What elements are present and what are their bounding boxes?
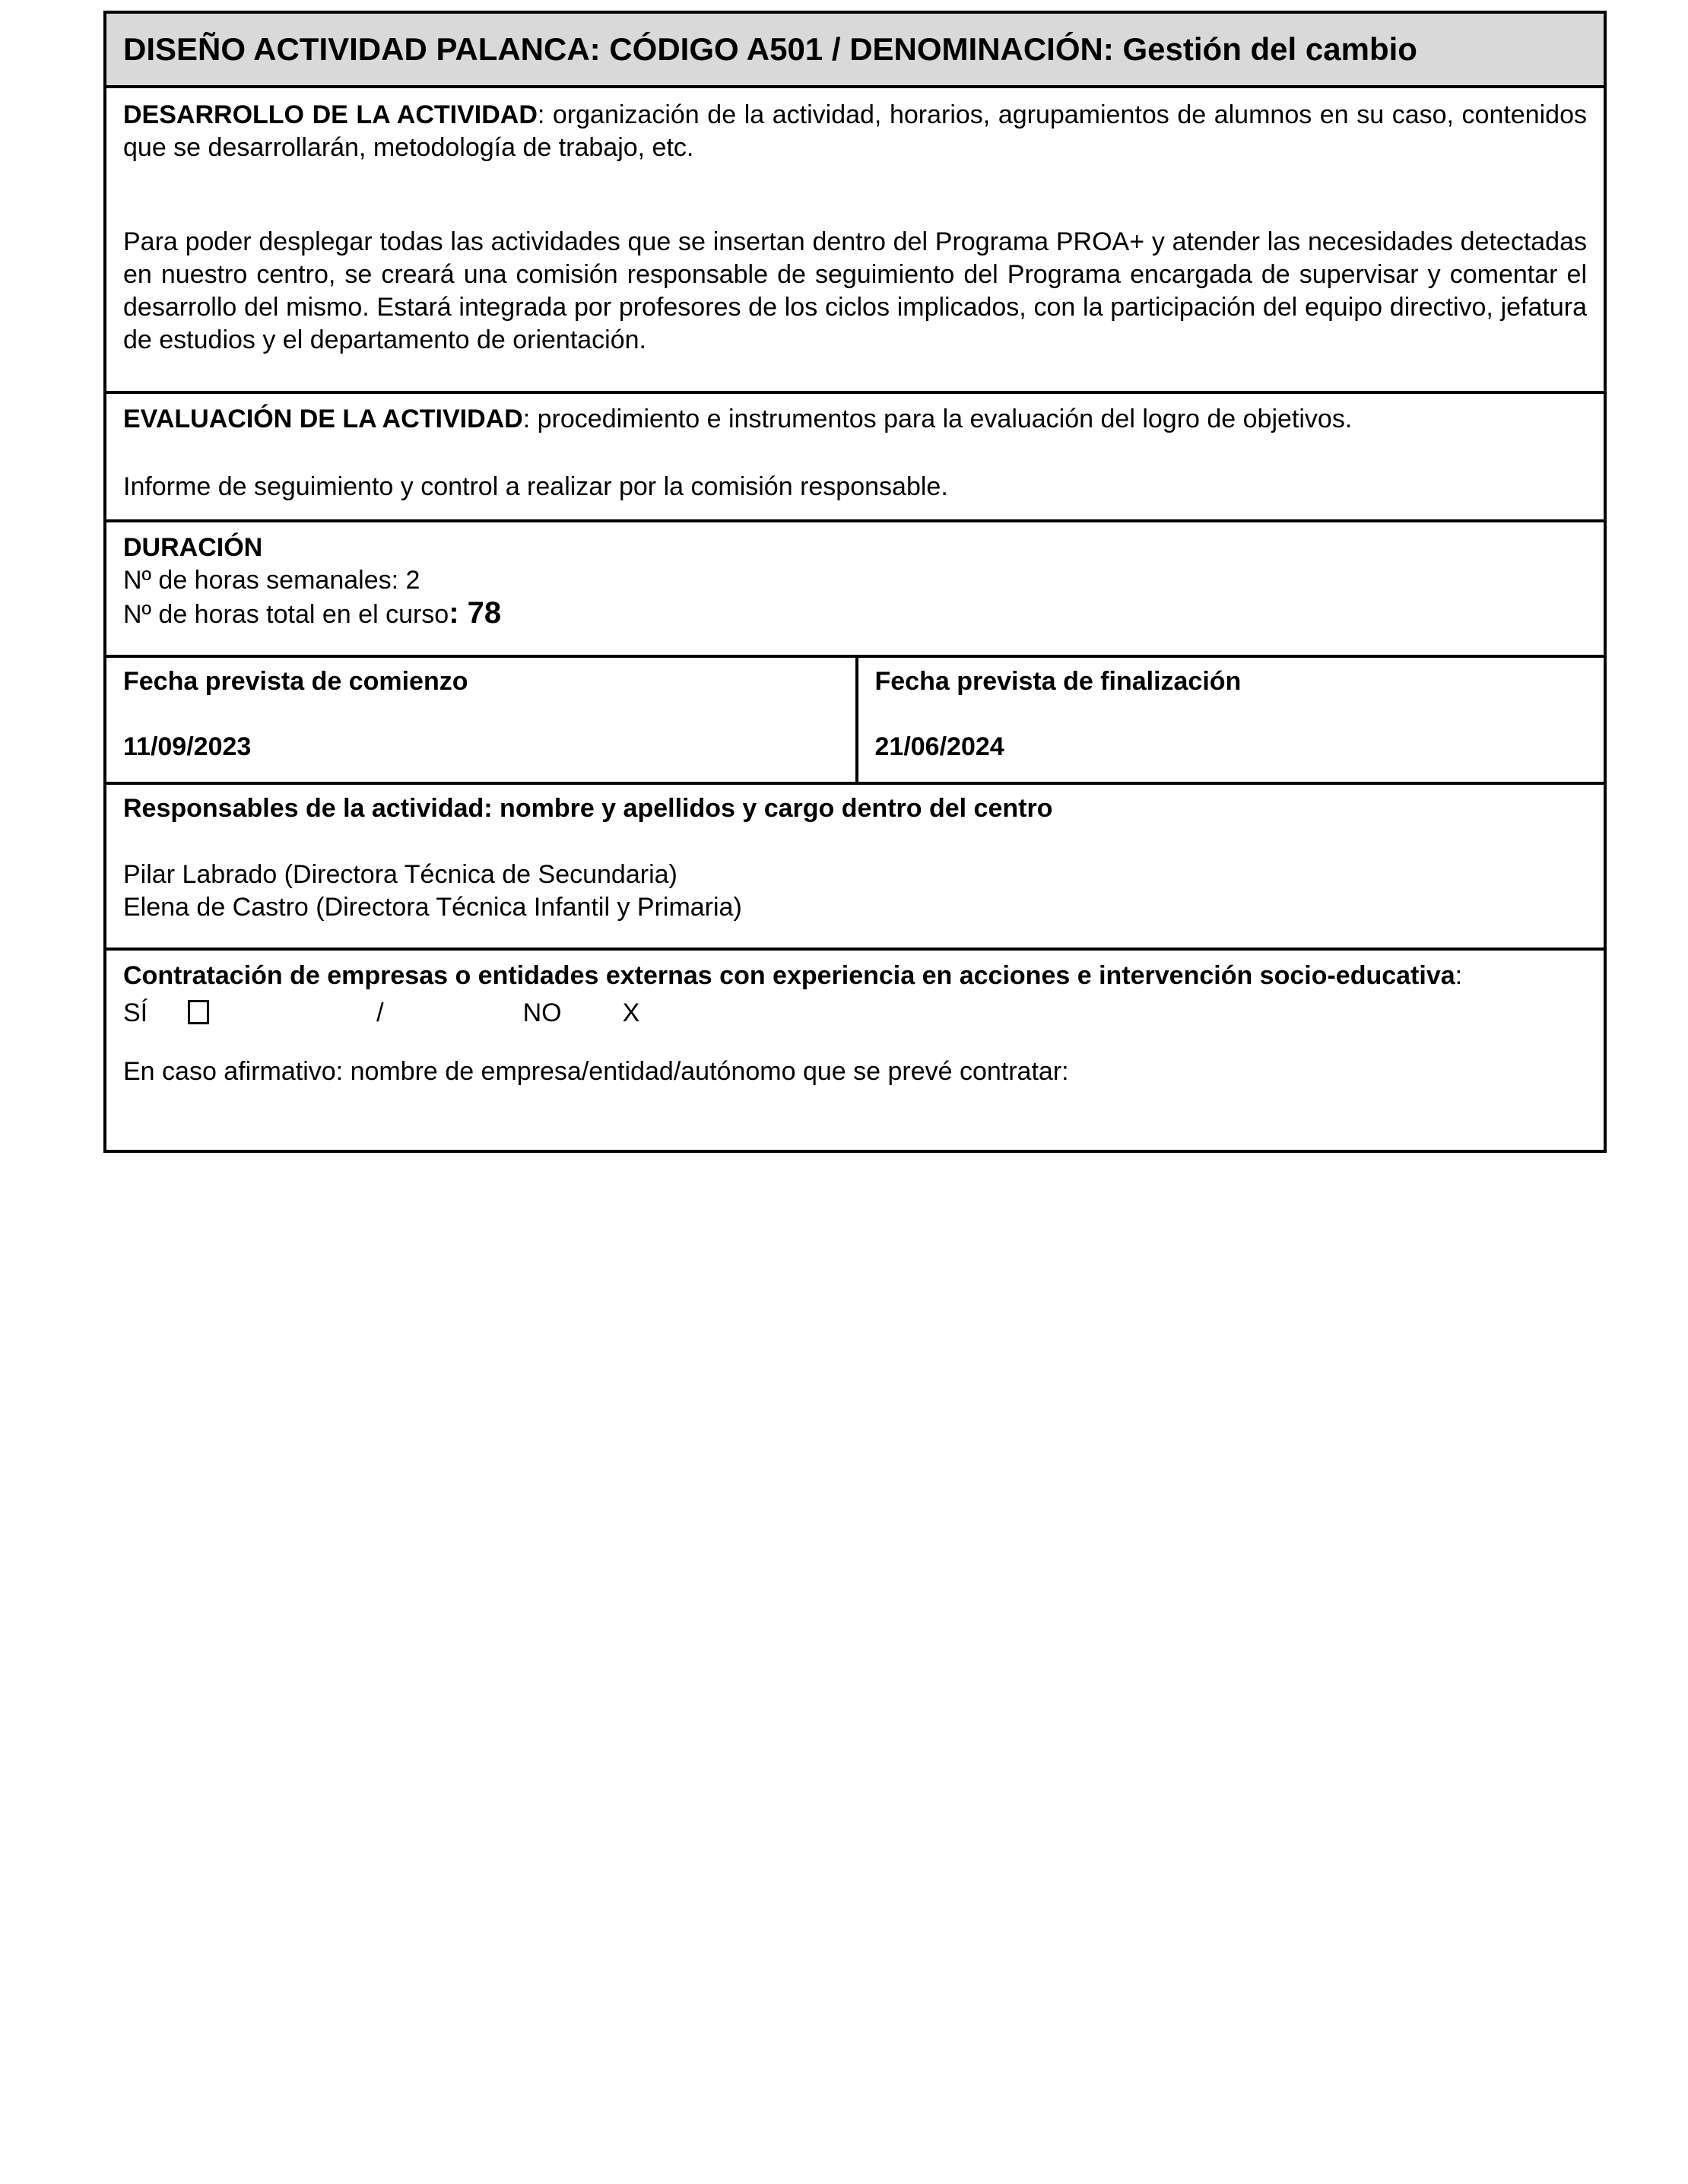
contratacion-label-suffix: :: [1455, 961, 1463, 990]
no-mark: X: [622, 998, 640, 1027]
affirmative-note: En caso afirmativo: nombre de empresa/entidad/autónomo que se prevé contratar:: [123, 1057, 1069, 1086]
contratacion-section: [106, 948, 1604, 1150]
yes-no-separator: /: [376, 998, 384, 1027]
no-label: NO: [522, 998, 562, 1027]
fechas-section: [106, 655, 1604, 782]
evaluacion-description: [123, 403, 1587, 436]
responsable-name: Elena de Castro (Directora Técnica Infantil y Primaria): [123, 893, 742, 922]
desarrollo-section: [106, 85, 1604, 391]
duracion-label: DURACIÓN: [123, 533, 263, 562]
evaluacion-label: EVALUACIÓN DE LA ACTIVIDAD: [123, 405, 523, 433]
responsables-section: [106, 782, 1604, 948]
responsable-name: Pilar Labrado (Directora Técnica de Secundaria): [123, 860, 677, 889]
total-hours-line: [123, 597, 1587, 631]
contratacion-label: Contratación de empresas o entidades externas con experiencia en acciones e intervención socio-educativa: [123, 961, 1455, 990]
evaluacion-section: [106, 391, 1604, 519]
start-date-cell: [106, 658, 855, 782]
desarrollo-label-suffix: : organización de la actividad, horarios, agrupamientos de alumnos en su caso, contenidos que se desarrollarán, metodología de trabajo, etc.: [123, 100, 1587, 162]
end-date-cell: [855, 658, 1604, 782]
total-hours-label: Nº de horas total en el curso: [123, 600, 449, 629]
contratacion-description: [123, 960, 1587, 992]
evaluacion-paragraph: Informe de seguimiento y control a realizar por la comisión responsable.: [123, 472, 948, 501]
weekly-hours-line: Nº de horas semanales: 2: [123, 566, 420, 595]
document-title: DISEÑO ACTIVIDAD PALANCA: CÓDIGO A501 / DENOMINACIÓN: Gestión del cambio: [123, 31, 1417, 67]
si-no-line: [123, 995, 1587, 1030]
table-header-row: [106, 14, 1604, 85]
desarrollo-label: DESARROLLO DE LA ACTIVIDAD: [123, 100, 538, 129]
yes-label: SÍ: [123, 998, 148, 1027]
end-date-label: Fecha prevista de finalización: [874, 667, 1242, 696]
start-date-value: 11/09/2023: [123, 732, 252, 761]
yes-checkbox: [188, 1000, 209, 1024]
desarrollo-paragraph: Para poder desplegar todas las actividades que se insertan dentro del Programa PROA+ y atender las necesidades detectadas en nuestro centro, se creará una comisión responsable de seguimiento del Programa encargada de supervisar y comentar el desarrollo del mismo. Estará integrada por profesores de los ciclos implicados, con la participación del equipo directivo, jefatura de estudios y el departamento de orientación.: [123, 227, 1587, 354]
start-date-label: Fecha prevista de comienzo: [123, 667, 468, 696]
total-hours-value: : 78: [449, 596, 502, 630]
evaluacion-label-suffix: : procedimiento e instrumentos para la evaluación del logro de objetivos.: [522, 405, 1353, 433]
responsables-label: Responsables de la actividad: nombre y apellidos y cargo dentro del centro: [123, 794, 1053, 823]
end-date-value: 21/06/2024: [874, 732, 1004, 761]
duracion-section: [106, 519, 1604, 655]
desarrollo-description: [123, 99, 1587, 164]
activity-design-table: [103, 11, 1607, 1153]
